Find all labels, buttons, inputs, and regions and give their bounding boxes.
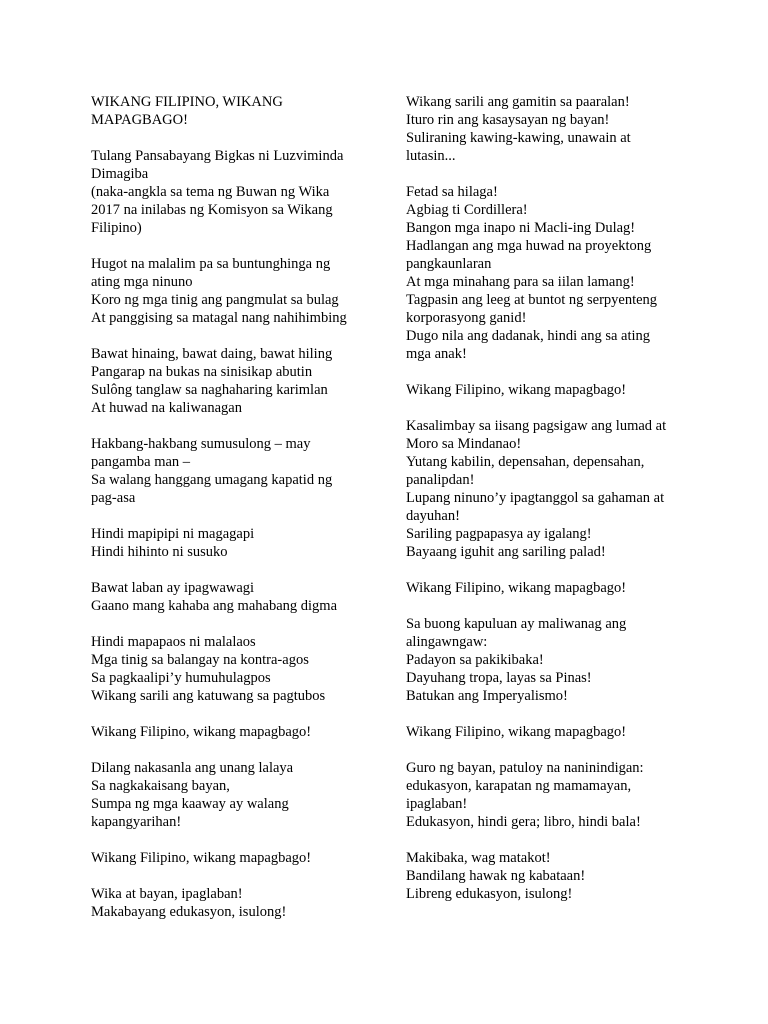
left-stanza [91,579,381,615]
right-stanza [406,381,706,399]
left-line: Hakbang-hakbang sumusulong – may [91,436,311,452]
right-line: Sa buong kapuluan ay maliwanag ang [406,616,627,632]
left-line: Tulang Pansabayang Bigkas ni Luzviminda [91,148,344,164]
left-line: Sumpa ng mga kaaway ay walang [91,796,289,812]
right-line: Wikang sarili ang gamitin sa paaralan! [406,94,630,110]
left-stanza [91,435,381,507]
right-line: Bangon mga inapo ni Macli-ing Dulag! [406,220,636,236]
left-line: Bawat hinaing, bawat daing, bawat hiling [91,346,333,362]
right-line: Makibaka, wag matakot! [406,850,551,866]
right-line: Bayaang iguhit ang sariling palad! [406,544,606,560]
left-line: Dilang nakasanla ang unang lalaya [91,760,294,776]
left-line: Sa walang hanggang umagang kapatid ng [91,472,333,488]
left-line: Sulông tanglaw sa naghaharing karimlan [91,382,328,398]
right-line: dayuhan! [406,508,460,524]
right-line: Kasalimbay sa iisang pagsigaw ang lumad at [406,418,667,434]
right-stanza [406,579,706,597]
right-stanza [406,183,706,363]
right-line: Hadlangan ang mga huwad na proyektong [406,238,652,254]
right-line: Yutang kabilin, depensahan, depensahan, [406,454,645,470]
right-line: mga anak! [406,346,467,362]
left-line: Gaano mang kahaba ang mahabang digma [91,598,338,614]
left-line: Hindi mapipipi ni magagapi [91,526,255,542]
left-stanza [91,147,381,237]
right-line: lutasin... [406,148,456,164]
left-line: ating mga ninuno [91,274,193,290]
left-line: Sa nagkakaisang bayan, [91,778,230,794]
left-line: Dimagiba [91,166,149,182]
right-line: Wikang Filipino, wikang mapagbago! [406,580,627,596]
right-line: Sariling pagpapasya ay igalang! [406,526,592,542]
left-line: MAPAGBAGO! [91,112,188,128]
left-line: Wikang Filipino, wikang mapagbago! [91,850,312,866]
right-stanza [406,93,706,165]
right-stanza [406,849,706,903]
right-line: Dayuhang tropa, layas sa Pinas! [406,670,592,686]
right-line: Tagpasin ang leeg at buntot ng serpyenteng [406,292,658,308]
left-line: 2017 na inilabas ng Komisyon sa Wikang [91,202,333,218]
left-stanza [91,885,381,921]
right-stanza [406,615,706,705]
left-line: Hindi mapapaos ni malalaos [91,634,256,650]
right-stanza [406,417,706,561]
right-line: Libreng edukasyon, isulong! [406,886,573,902]
left-stanza [91,759,381,831]
right-line: Bandilang hawak ng kabataan! [406,868,586,884]
right-line: korporasyong ganid! [406,310,527,326]
right-line: Suliraning kawing-kawing, unawain at [406,130,631,146]
left-line: At huwad na kaliwanagan [91,400,242,416]
left-line: pangamba man – [91,454,191,470]
left-line: Wikang sarili ang katuwang sa pagtubos [91,688,326,704]
right-line: Guro ng bayan, patuloy na naninindigan: [406,760,644,776]
left-line: Koro ng mga tinig ang pangmulat sa bulag [91,292,339,308]
left-line: WIKANG FILIPINO, WIKANG [91,94,283,110]
right-line: Ituro rin ang kasaysayan ng bayan! [406,112,610,128]
right-line: At mga minahang para sa iilan lamang! [406,274,635,290]
left-column [91,93,381,939]
right-line: Wikang Filipino, wikang mapagbago! [406,724,627,740]
right-line: panalipdan! [406,472,475,488]
right-line: Moro sa Mindanao! [406,436,522,452]
left-stanza [91,525,381,561]
right-line: Padayon sa pakikibaka! [406,652,544,668]
left-stanza [91,723,381,741]
right-line: edukasyon, karapatan ng mamamayan, [406,778,632,794]
right-line: Lupang ninuno’y ipagtanggol sa gahaman at [406,490,665,506]
right-line: Wikang Filipino, wikang mapagbago! [406,382,627,398]
left-line: Wika at bayan, ipaglaban! [91,886,243,902]
left-line: Filipino) [91,220,142,236]
left-line: (naka-angkla sa tema ng Buwan ng Wika [91,184,330,200]
left-line: Hindi hihinto ni susuko [91,544,228,560]
left-line: At panggising sa matagal nang nahihimbing [91,310,347,326]
right-stanza [406,759,706,831]
right-line: Dugo nila ang dadanak, hindi ang sa ating [406,328,651,344]
left-line: Bawat laban ay ipagwawagi [91,580,255,596]
right-line: Batukan ang Imperyalismo! [406,688,568,704]
right-line: alingawngaw: [406,634,488,650]
left-stanza [91,255,381,327]
right-line: pangkaunlaran [406,256,492,272]
left-line: kapangyarihan! [91,814,182,830]
right-line: ipaglaban! [406,796,468,812]
left-stanza [91,93,381,129]
left-line: Hugot na malalim pa sa buntunghinga ng [91,256,331,272]
left-line: pag-asa [91,490,136,506]
right-column [406,93,706,921]
left-line: Makabayang edukasyon, isulong! [91,904,287,920]
right-stanza [406,723,706,741]
right-line: Agbiag ti Cordillera! [406,202,528,218]
right-line: Edukasyon, hindi gera; libro, hindi bala! [406,814,641,830]
right-line: Fetad sa hilaga! [406,184,498,200]
left-stanza [91,345,381,417]
left-line: Wikang Filipino, wikang mapagbago! [91,724,312,740]
left-line: Sa pagkaalipi’y humuhulagpos [91,670,271,686]
left-line: Mga tinig sa balangay na kontra-agos [91,652,309,668]
left-line: Pangarap na bukas na sinisikap abutin [91,364,313,380]
left-stanza [91,849,381,867]
left-stanza [91,633,381,705]
